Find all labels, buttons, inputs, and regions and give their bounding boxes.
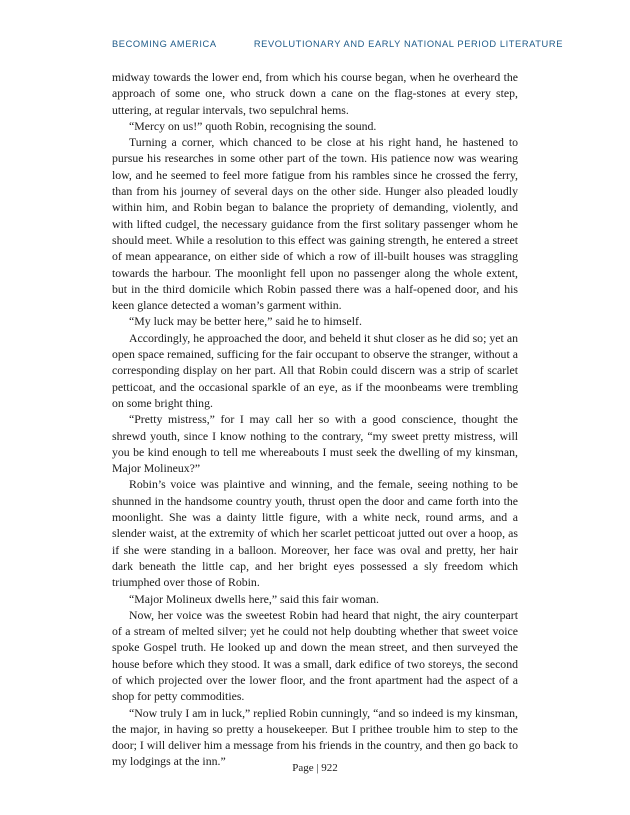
body-text xyxy=(112,69,518,770)
book-title: BECOMING AMERICA xyxy=(112,39,217,49)
paragraph: midway towards the lower end, from which his course began, when he overheard the approach of some one, who struck down a cane on the flag-stones at every step, uttering, at regular intervals, two sepulchral hems. xyxy=(112,70,518,117)
paragraph: “Major Molineux dwells here,” said this fair woman. xyxy=(129,591,379,606)
paragraph: “Mercy on us!” quoth Robin, recognising the sound. xyxy=(129,118,377,133)
paragraph: Turning a corner, which chanced to be close at his right hand, he hastened to pursue his researches in some other part of the town. His patience now was wearing low, and he seemed to feel more fatigue from his rambles since he crossed the ferry, than from his journey of several days on the other side. Hunger also pleaded loudly within him, and Robin began to balance the propriety of demanding, violently, and with lifted cudgel, the necessary guidance from the first solitary passenger whom he should meet. While a resolution to this effect was gaining strength, he entered a street of mean appearance, on either side of which a row of ill-built houses was straggling towards the harbour. The moonlight fell upon no passenger along the whole extent, but in the third domicile which Robin passed there was a half-opened door, and his keen glance detected a woman’s garment within. xyxy=(112,135,518,313)
paragraph: “Now truly I am in luck,” replied Robin cunningly, “and so indeed is my kinsman, the major, in having so pretty a housekeeper. But I prithee trouble him to step to the door; I will deliver him a message from his friends in the country, and then go back to my lodgings at the inn.” xyxy=(112,705,518,769)
paragraph: Now, her voice was the sweetest Robin had heard that night, the airy counterpart of a stream of melted silver; yet he could not help doubting whether that sweet voice spoke Gospel truth. He looked up and down the mean street, and then surveyed the house before which they stood. It was a small, dark edifice of two storeys, the second of which projected over the lower floor, and the front apartment had the aspect of a shop for petty commodities. xyxy=(112,607,518,704)
paragraph: Accordingly, he approached the door, and beheld it shut closer as he did so; yet an open space remained, sufficing for the fair occupant to observe the stranger, without a corresponding display on her part. All that Robin could discern was a strip of scarlet petticoat, and the occasional sparkle of an eye, as if the moonbeams were trembling on some bright thing. xyxy=(112,330,518,410)
page-number: Page | 922 xyxy=(292,762,338,774)
paragraph: Robin’s voice was plaintive and winning, and the female, seeing nothing to be shunned in the handsome country youth, thrust open the door and came forth into the moonlight. She was a dainty little figure, with a white neck, round arms, and a slender waist, at the extremity of which her scarlet petticoat jutted out over a hoop, as if she were standing in a balloon. Moreover, her face was oval and pretty, her hair dark beneath the little cap, and her bright eyes possessed a sly freedom which triumphed over those of Robin. xyxy=(112,477,518,590)
paragraph: “My luck may be better here,” said he to himself. xyxy=(129,314,362,329)
paragraph: “Pretty mistress,” for I may call her so with a good conscience, thought the shrewd youth, since I know nothing to the contrary, “my sweet pretty mistress, will you be kind enough to tell me whereabouts I must seek the dwelling of my kinsman, Major Molineux?” xyxy=(112,412,518,476)
section-title: REVOLUTIONARY AND EARLY NATIONAL PERIOD LITERATURE xyxy=(253,39,563,49)
running-header xyxy=(112,39,563,49)
